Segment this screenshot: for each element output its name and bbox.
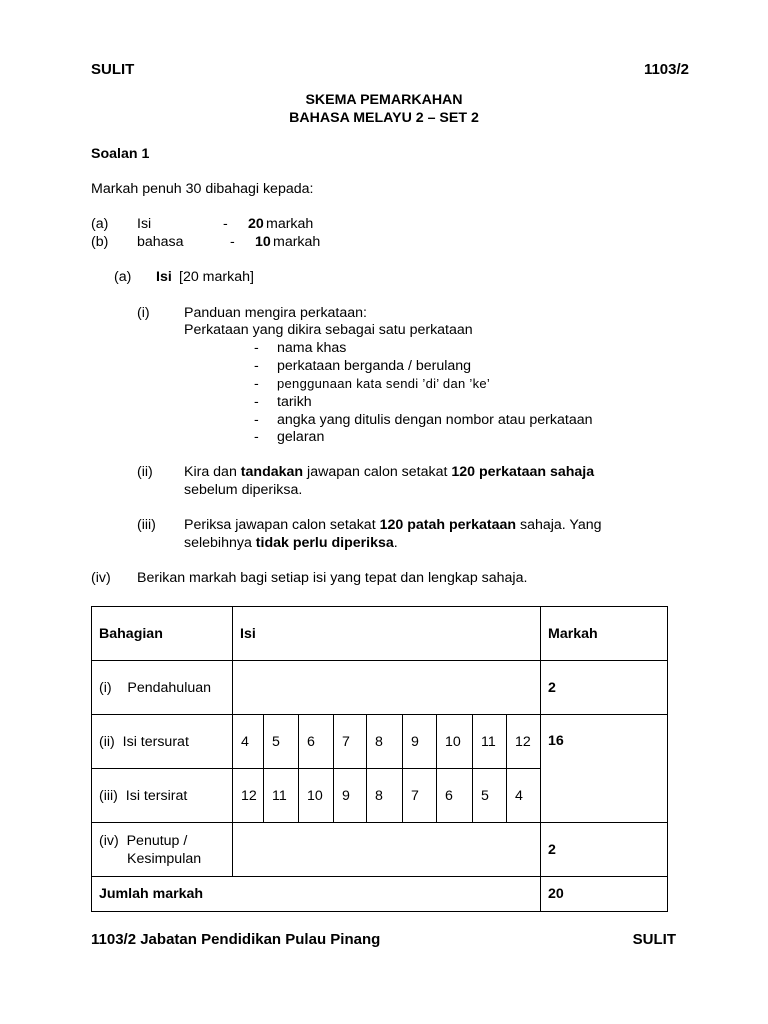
bullet-item: angka yang ditulis dengan nombor atau perkataan [277, 412, 593, 428]
bullet-item: penggunaan kata sendi ’di’ dan ’ke’ [277, 376, 491, 391]
score-cell: 9 [334, 769, 367, 823]
cell-penutup [92, 823, 233, 877]
bullet-item: tarikh [277, 394, 312, 410]
emphasis: tidak perlu diperiksa [255, 535, 394, 551]
item-i-line2: Perkataan yang dikira sebagai satu perkataan [184, 322, 473, 338]
item-ii-label: (ii) [137, 464, 153, 480]
row-name: Pendahuluan [127, 679, 212, 696]
header-bahagian: Bahagian [92, 607, 233, 661]
allocation-a-dash: - [223, 216, 228, 232]
title-line-1: SKEMA PEMARKAHAN [305, 92, 463, 108]
score-cell: 10 [437, 715, 473, 769]
bullet-dash: - [254, 358, 259, 374]
row-label: (iv) [99, 832, 119, 849]
emphasis: tandakan [240, 464, 304, 480]
footer-sulit-right: SULIT [632, 931, 676, 948]
row-name: Penutup / [126, 832, 188, 849]
score-cell: 8 [367, 715, 403, 769]
allocation-a-value: 20 [248, 216, 264, 232]
score-cell: 8 [367, 769, 403, 823]
item-iii-line2 [184, 535, 398, 551]
question-heading: Soalan 1 [91, 146, 150, 162]
item-ii-line1 [184, 464, 594, 480]
cell-jumlah-markah: 20 [541, 877, 668, 912]
allocation-a-name: Isi [137, 216, 152, 232]
bullet-dash: - [254, 429, 259, 445]
row-label: (iii) [99, 787, 118, 804]
score-cell: 6 [299, 715, 334, 769]
bullet-dash: - [254, 412, 259, 428]
score-cell: 12 [507, 715, 541, 769]
allocation-b-unit: markah [273, 234, 321, 250]
allocation-b-value: 10 [255, 234, 271, 250]
text: Periksa jawapan calon setakat [184, 517, 380, 533]
text: jawapan calon setakat [303, 464, 452, 480]
score-cell: 6 [437, 769, 473, 823]
cell-empty [233, 823, 541, 877]
cell-jumlah-label: Jumlah markah [92, 877, 541, 912]
row-name: Isi tersirat [125, 787, 188, 804]
item-iii-line1 [184, 517, 602, 533]
section-a-note: [20 markah] [179, 269, 254, 285]
allocation-b-dash: - [230, 234, 235, 250]
bullet-item: nama khas [277, 340, 347, 356]
bullet-item: perkataan berganda / berulang [277, 358, 472, 374]
row-name: Isi tersurat [122, 733, 189, 750]
cell-markah-pendahuluan: 2 [541, 661, 668, 715]
header-isi: Isi [233, 607, 541, 661]
section-a-title: Isi [156, 269, 172, 285]
row-label: (ii) [99, 733, 115, 750]
item-i-line1: Panduan mengira perkataan: [184, 305, 367, 321]
score-cell: 5 [264, 715, 299, 769]
score-cell: 9 [403, 715, 437, 769]
title-line-2: BAHASA MELAYU 2 – SET 2 [289, 110, 479, 126]
header-markah: Markah [541, 607, 668, 661]
marks-table [91, 606, 668, 912]
item-iii-label: (iii) [137, 517, 156, 533]
score-cell: 7 [334, 715, 367, 769]
score-cell: 10 [299, 769, 334, 823]
score-cell: 4 [507, 769, 541, 823]
text: Kira dan [184, 464, 241, 480]
header-paper-code: 1103/2 [643, 61, 689, 78]
bullet-dash: - [254, 340, 259, 356]
bullet-item: gelaran [277, 429, 325, 445]
header-sulit-left: SULIT [91, 61, 135, 78]
text: . [393, 535, 398, 551]
table-row-tersurat [92, 715, 668, 769]
table-header-row [92, 607, 668, 661]
cell-empty [233, 661, 541, 715]
score-cell: 11 [473, 715, 507, 769]
cell-markah-isi: 16 [541, 715, 668, 823]
penutup-line-1 [99, 832, 232, 850]
text: sahaja. Yang [516, 517, 602, 533]
item-ii-line2: sebelum diperiksa. [184, 482, 303, 498]
allocation-b-name: bahasa [137, 234, 184, 250]
text: selebihnya [184, 535, 256, 551]
score-cell: 12 [233, 769, 264, 823]
allocation-b-label: (b) [91, 234, 109, 250]
item-i-label: (i) [137, 305, 150, 321]
intro-text: Markah penuh 30 dibahagi kepada: [91, 181, 314, 197]
table-row-penutup [92, 823, 668, 877]
table-row-pendahuluan [92, 661, 668, 715]
bullet-dash: - [254, 394, 259, 410]
bullet-dash: - [254, 376, 259, 392]
score-cell: 4 [233, 715, 264, 769]
allocation-a-label: (a) [91, 216, 109, 232]
item-iv-text: Berikan markah bagi setiap isi yang tepat dan lengkap sahaja. [137, 570, 528, 586]
cell-markah-penutup: 2 [541, 823, 668, 877]
cell-pendahuluan [92, 661, 233, 715]
row-label: (i) [99, 679, 112, 696]
section-a-label: (a) [114, 269, 132, 285]
footer-left: 1103/2 Jabatan Pendidikan Pulau Pinang [91, 931, 381, 948]
cell-tersurat [92, 715, 233, 769]
score-cell: 11 [264, 769, 299, 823]
item-iv-label: (iv) [91, 570, 111, 586]
emphasis: 120 perkataan sahaja [451, 464, 595, 480]
score-cell: 7 [403, 769, 437, 823]
penutup-line-2: Kesimpulan [127, 850, 202, 867]
score-cell: 5 [473, 769, 507, 823]
table-row-jumlah [92, 877, 668, 912]
emphasis: 120 patah perkataan [379, 517, 517, 533]
cell-tersirat [92, 769, 233, 823]
allocation-a-unit: markah [266, 216, 314, 232]
